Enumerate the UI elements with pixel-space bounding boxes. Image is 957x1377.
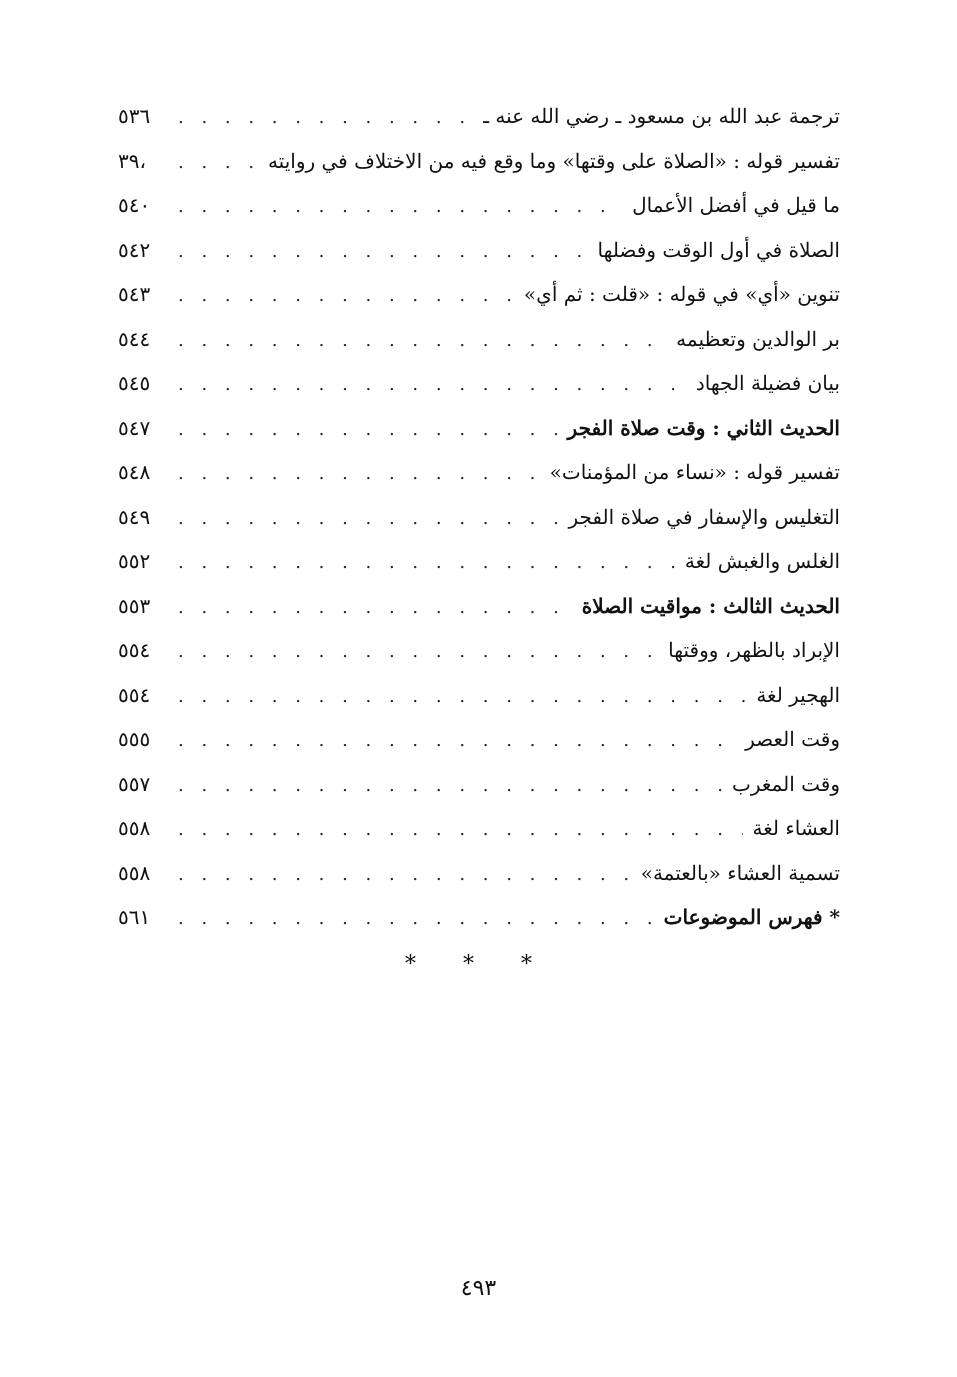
toc-entry-title: الصلاة في أول الوقت وفضلها — [597, 237, 840, 262]
toc-entry-title: ترجمة عبد الله بن مسعود ـ رضي الله عنه ـ — [483, 104, 840, 128]
leader-dots — [178, 241, 588, 262]
toc-entry — [118, 505, 840, 550]
toc-page-number: ٥٦١ — [118, 905, 151, 929]
toc-entry — [118, 861, 840, 906]
leader-dots — [178, 775, 722, 796]
leader-dots — [178, 463, 540, 484]
toc-page-number: ٥٥٤ — [118, 638, 151, 662]
toc-entry-heading — [118, 905, 840, 950]
toc-entry — [118, 683, 840, 728]
toc-entry — [118, 371, 840, 416]
toc-entry-title: التغليس والإسفار في صلاة الفجر — [568, 504, 840, 529]
toc-entry — [118, 282, 840, 327]
toc-page-number: ٥٥٣ — [118, 593, 151, 618]
toc-entry-title: ما قيل في أفضل الأعمال — [632, 193, 840, 217]
leader-dots — [178, 152, 258, 173]
toc-entry — [118, 460, 840, 505]
leader-dots — [178, 641, 658, 662]
toc-entry — [118, 327, 840, 372]
toc-page-number: ٥٤٧ — [118, 415, 151, 440]
leader-dots — [178, 730, 735, 751]
leader-dots — [178, 196, 622, 217]
leader-dots — [178, 864, 631, 885]
toc-page-number: ٥٥٨ — [118, 816, 151, 840]
toc-entry — [118, 549, 840, 594]
toc-page-number: ٥٤٤ — [118, 326, 151, 351]
toc-entry-title: تفسير قوله : «الصلاة على وقتها» وما وقع فيه من الاختلاف في روايته — [267, 148, 840, 173]
toc-entry-heading — [118, 594, 840, 639]
toc-page-number: ٣٩، — [118, 148, 146, 173]
toc-page-number: ٥٥٥ — [118, 727, 151, 751]
toc-entry-title: وقت المغرب — [732, 771, 840, 796]
toc-entry-title: بيان فضيلة الجهاد — [695, 371, 840, 395]
toc-entry — [118, 772, 840, 817]
toc-page-number: ٥٤٢ — [118, 237, 151, 262]
toc-page-number: ٥٥٤ — [118, 682, 151, 707]
toc-page-number: ٥٥٢ — [118, 549, 151, 573]
toc-entry-title: الإبراد بالظهر، ووقتها — [668, 638, 840, 662]
toc-page-number: ٥٥٨ — [118, 860, 151, 885]
leader-dots — [178, 508, 558, 529]
leader-dots — [178, 686, 746, 707]
toc-page-number: ٥٣٦ — [118, 104, 151, 128]
leader-dots — [178, 285, 514, 306]
toc-page-number: ٥٤٩ — [118, 504, 151, 529]
leader-dots — [178, 552, 675, 573]
toc-entry — [118, 193, 840, 238]
toc-page-number: ٥٤٠ — [118, 193, 151, 217]
toc-entry-title: تفسير قوله : «نساء من المؤمنات» — [549, 460, 840, 484]
leader-dots — [178, 374, 686, 395]
toc-page-number: ٥٤٣ — [118, 282, 151, 306]
leader-dots — [178, 330, 666, 351]
page-number: ٤٩٣ — [460, 1276, 497, 1301]
toc-entry-title: بر الوالدين وتعظيمه — [676, 326, 840, 351]
toc-entry-heading — [118, 416, 840, 461]
toc-entry — [118, 638, 840, 683]
toc-entry — [118, 104, 840, 149]
leader-dots — [178, 597, 572, 618]
toc-entry-title: الحديث الثاني : وقت صلاة الفجر — [567, 415, 840, 440]
toc-entry-title: العشاء لغة — [752, 816, 840, 840]
toc-entry-title: تسمية العشاء «بالعتمة» — [640, 860, 840, 885]
leader-dots — [178, 107, 473, 128]
toc-entry-title: وقت العصر — [745, 727, 840, 751]
leader-dots — [178, 419, 558, 440]
toc-entry — [118, 816, 840, 861]
toc-entry-title: * فهرس الموضوعات — [663, 905, 840, 929]
toc-entry-title: الهجير لغة — [756, 682, 840, 707]
table-of-contents — [118, 104, 840, 950]
toc-entry — [118, 727, 840, 772]
toc-entry-title: الحديث الثالث : مواقيت الصلاة — [581, 593, 840, 618]
toc-entry-title: تنوين «أي» في قوله : «قلت : ثم أي» — [523, 282, 840, 306]
toc-entry-title: الغلس والغبش لغة — [684, 549, 840, 573]
toc-page-number: ٥٤٨ — [118, 460, 151, 484]
leader-dots — [178, 908, 654, 929]
toc-entry — [118, 149, 840, 194]
leader-dots — [178, 819, 743, 840]
section-separator: * * * — [405, 952, 552, 977]
toc-page-number: ٥٤٥ — [118, 371, 151, 395]
toc-page-number: ٥٥٧ — [118, 771, 151, 796]
toc-entry — [118, 238, 840, 283]
